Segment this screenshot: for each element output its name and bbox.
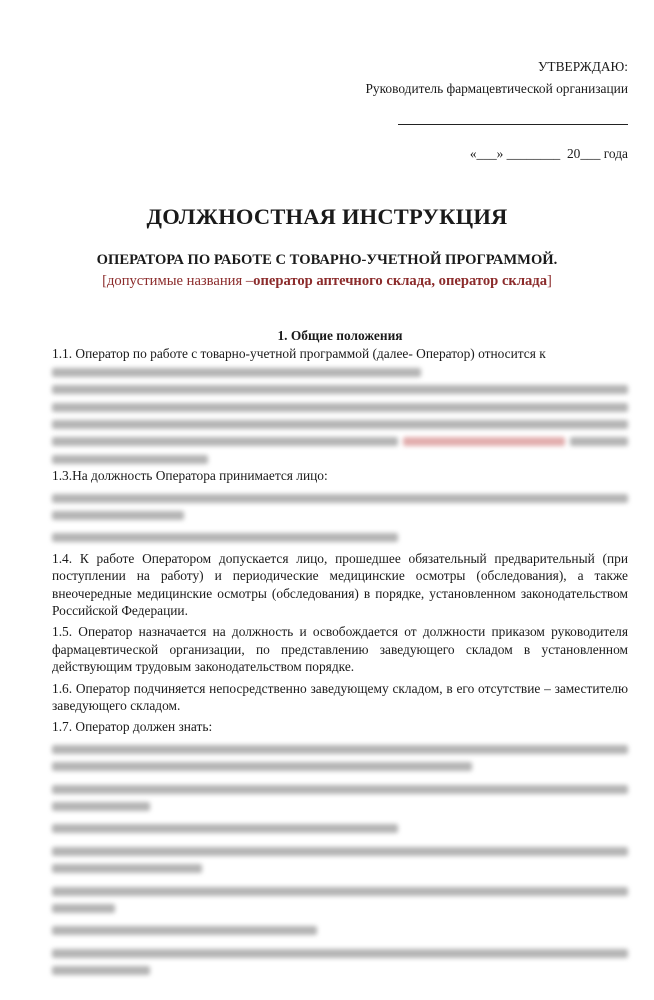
approval-date-line: «___» ________ 20___ года [469,146,628,161]
clause-1-4: 1.4. К работе Оператором допускается лицо, прошедшее обязательный предварительный (при поступлении на работу) и периодические медицинские осмотры (обследования), а также внеочередные медицинские осмотры (обследования) в порядке, установленном законодательством Российской Федерации. [52,550,628,618]
document-title: ДОЛЖНОСТНАЯ ИНСТРУКЦИЯ [146,204,508,229]
blurred-text-1-1 [52,363,628,380]
clause-1-3: 1.3.На должность Оператора принимается лицо: [52,468,328,484]
alternative-names [0,273,654,290]
clause-1-1: 1.1. Оператор по работе с товарно-учетной программой (далее- Оператор) относится к [52,346,546,362]
blurred-clause-1-2 [52,380,628,467]
approve-label: УТВЕРЖДАЮ: [537,59,628,74]
alt-names-list: оператор аптечного склада, оператор склада [253,273,547,289]
document-subtitle: ОПЕРАТОРА ПО РАБОТЕ С ТОВАРНО-УЧЕТНОЙ ПРОГРАММОЙ. [96,252,558,268]
clause-1-5: 1.5. Оператор назначается на должность и освобождается от должности приказом руководителя фармацевтической организации, по представлению заведующего складом в установленном действующим трудовым законодательством порядке. [52,624,628,675]
clause-1-7: 1.7. Оператор должен знать: [52,719,213,735]
approval-block [365,56,628,100]
signature-line [398,124,628,125]
approver-title: Руководитель фармацевтической организации [365,81,628,96]
alt-names-suffix: ] [547,273,552,289]
clause-1-6: 1.6. Оператор подчиняется непосредственно заведующему складом, в его отсутствие – заместителю заведующего складом. [52,680,628,713]
section-title-general: 1. Общие положения [277,328,403,343]
document-body [52,327,628,978]
blurred-text-1-7 [52,740,628,979]
alt-names-prefix: [допустимые названия – [102,273,254,289]
blurred-text-1-3 [52,489,628,546]
